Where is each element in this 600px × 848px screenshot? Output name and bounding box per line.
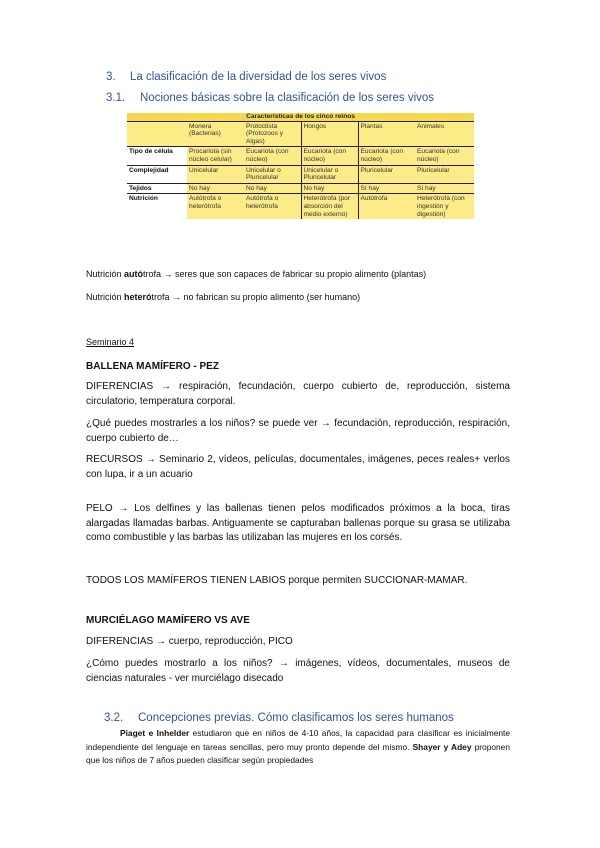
table-cell: Sí hay <box>358 183 415 194</box>
text-run-bold: autó <box>124 269 144 279</box>
mamiferos-labios: TODOS LOS MAMÍFEROS TIENEN LABIOS porque permiten SUCCIONAR-MAMAR. <box>86 575 468 586</box>
table-header: Protoctista (Protozoos y Algas) <box>244 121 301 147</box>
table-cell: Eucariota (con núcleo) <box>301 147 358 165</box>
table-cell: Unicelular o Pluricelular <box>244 165 301 183</box>
table-header: Animales <box>415 121 474 147</box>
table-cell: Pluricelular <box>358 165 415 183</box>
table-cell: Autótrofa o heterótrofa <box>187 194 244 219</box>
nutricion-heterotrofa <box>86 291 510 304</box>
table-header: Monera (Bacterias) <box>187 121 244 147</box>
table-row <box>127 147 474 165</box>
table-cell: Autótrofa <box>358 194 415 219</box>
murcielago-pregunta: ¿Cómo puedes mostrarlo a los niños? → imágenes, vídeos, documentales, museos de ciencias naturales - ver murciélago disecado <box>86 658 510 684</box>
row-label: Complejidad <box>127 165 187 183</box>
murcielago-heading: MURCIÉLAGO MAMÍFERO VS AVE <box>86 615 250 626</box>
table-cell: Eucariota (con núcleo) <box>415 147 474 165</box>
table-header: Plantas <box>358 121 415 147</box>
section-title: Nociones básicas sobre la clasificación de los seres vivos <box>140 92 435 104</box>
table-cell: Sí hay <box>415 183 474 194</box>
text-run: proponen que los niños de 7 años pueden clasificar según propiedades <box>86 741 510 765</box>
table-title: Características de los cinco reinos <box>127 113 474 121</box>
five-kingdoms-table <box>127 113 474 219</box>
table-cell: No hay <box>187 183 244 194</box>
section-3-heading <box>106 71 386 83</box>
ballena-pregunta: ¿Qué puedes mostrarles a los niños? se puede ver → fecundación, reproducción, respiración, cuerpo cubierto de… <box>86 418 510 444</box>
table-cell: Pluricelular <box>415 165 474 183</box>
text-run: trofa → seres que son capaces de fabricar su propio alimento (plantas) <box>143 269 427 279</box>
table-cell: Unicelular o Pluricelular <box>301 165 358 183</box>
ballena-recursos: RECURSOS → Seminario 2, vídeos, películas, documentales, imágenes, peces reales+ verlos con lupa, ir a un acuario <box>86 454 510 480</box>
text-run: Nutrición <box>86 292 125 302</box>
text-run-bold: heteró <box>124 292 152 302</box>
table-cell: No hay <box>244 183 301 194</box>
section-title: La clasificación de la diversidad de los seres vivos <box>130 71 387 83</box>
text-run: Nutrición <box>86 269 125 279</box>
author-name: Piaget e Inhelder <box>120 728 190 738</box>
text-run: estudiaron que en niños de 4-10 años, la capacidad para clasificar es inicialmente independiente del lenguaje en tareas sencillas, pero muy pronto depende del mismo. <box>86 728 511 752</box>
table-cell: No hay <box>301 183 358 194</box>
table-row <box>127 194 474 219</box>
table-row <box>127 183 474 194</box>
section-number: 3. <box>106 71 116 83</box>
section-3-1-heading <box>106 92 434 104</box>
author-name: Shayer y Adey <box>412 741 472 752</box>
table-cell: Procariota (sin núcleo celular) <box>187 147 244 165</box>
section-3-2-heading <box>104 712 454 724</box>
concepciones-paragraph <box>86 727 510 768</box>
ballena-diferencias: DIFERENCIAS → respiración, fecundación, cuerpo cubierto de, reproducción, sistema circulatorio, temperatura corporal. <box>86 381 510 407</box>
row-label: Tejidos <box>127 183 187 194</box>
row-label: Nutrición <box>127 194 187 219</box>
table-header: Hongos <box>301 121 358 147</box>
section-number: 3.1. <box>106 92 126 104</box>
table-cell: Heterótrofa (por absorción del medio externo) <box>301 194 358 219</box>
ballena-pelo: PELO → Los delfines y las ballenas tienen pelos modificados próximos a la boca, tiras alargadas llamadas barbas. Antiguamente se capturaban ballenas porque su grasa se utilizaba como combustible y las barbas las utilizaban las mujeres en los corsés. <box>86 503 510 543</box>
section-title: Concepciones previas. Cómo clasificamos los seres humanos <box>138 712 454 724</box>
row-label: Tipo de célula <box>127 147 187 165</box>
table-cell: Autótrofa o heterótrofa <box>244 194 301 219</box>
table-row <box>127 165 474 183</box>
ballena-heading: BALLENA MAMÍFERO - PEZ <box>86 361 219 372</box>
murcielago-diferencias: DIFERENCIAS → cuerpo, reproducción, PICO <box>86 636 293 647</box>
table-cell: Eucariota (con núcleo) <box>358 147 415 165</box>
seminario-label: Seminario 4 <box>86 337 135 347</box>
table-cell: Eucariota (con núcleo) <box>244 147 301 165</box>
text-run: trofa → no fabrican su propio alimento (ser humano) <box>151 292 361 302</box>
section-number: 3.2. <box>104 712 124 724</box>
nutricion-autotrofa <box>86 268 510 281</box>
table-cell: Unicelular <box>187 165 244 183</box>
table-corner <box>127 121 187 147</box>
table-cell: Heterótrofa (con ingestión y digestión) <box>415 194 474 219</box>
